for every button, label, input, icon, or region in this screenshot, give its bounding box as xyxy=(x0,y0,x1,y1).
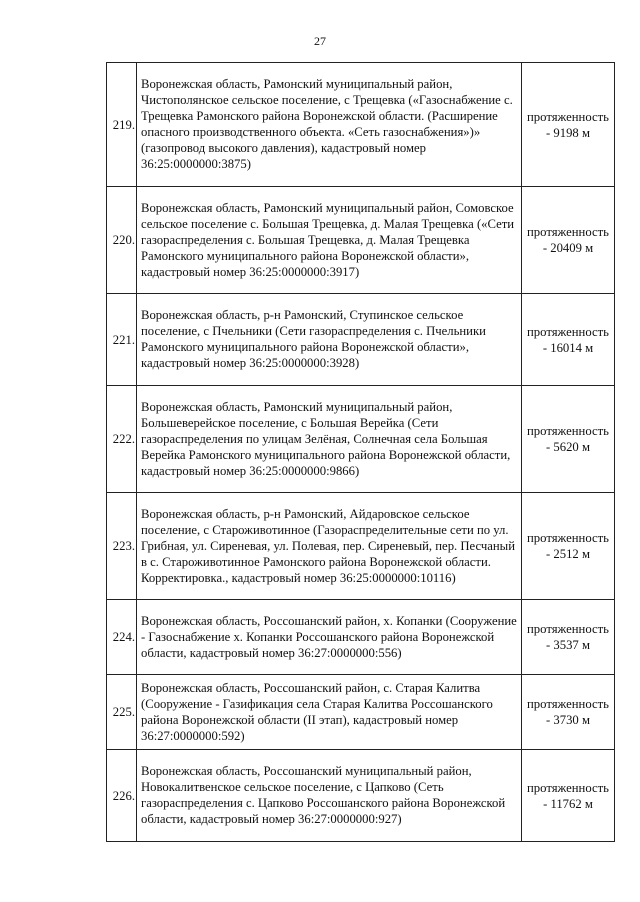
length-cell xyxy=(522,675,615,750)
table-row xyxy=(107,63,615,187)
page-number: 27 xyxy=(314,34,326,48)
length-cell xyxy=(522,750,615,842)
length-value: - 3730 м xyxy=(546,713,590,727)
table-row xyxy=(107,294,615,386)
length-value: - 5620 м xyxy=(546,440,590,454)
object-description: Воронежская область, Рамонский муниципальный район, Чистополянское сельское поселение, с Трещевка («Газоснабжение с. Трещевка Рамонского района Воронежской области. (Расширение опасного производственного объекта. «Сеть газоснабжения»)» (газопровод высокого давления), кадастровый номер 36:25:0000000:3875) xyxy=(137,63,522,187)
length-value: - 3537 м xyxy=(546,638,590,652)
registry-table xyxy=(106,62,615,842)
length-value: - 2512 м xyxy=(546,547,590,561)
row-number: 221. xyxy=(107,294,137,386)
length-label: протяженность xyxy=(527,622,609,636)
object-description: Воронежская область, Россошанский район, с. Старая Калитва (Сооружение - Газификация села Старая Калитва Россошанского района Воронежской области (II этап), кадастровый номер 36:27:0000000:592) xyxy=(137,675,522,750)
length-cell xyxy=(522,63,615,187)
object-description: Воронежская область, Россошанский район, х. Копанки (Сооружение - Газоснабжение х. Копанки Россошанского района Воронежской области, кадастровый номер 36:27:0000000:556) xyxy=(137,600,522,675)
length-cell xyxy=(522,493,615,600)
length-value: - 20409 м xyxy=(542,241,594,255)
table-row xyxy=(107,187,615,294)
row-number: 225. xyxy=(107,675,137,750)
table-row xyxy=(107,600,615,675)
row-number: 219. xyxy=(107,63,137,187)
row-number: 223. xyxy=(107,493,137,600)
object-description: Воронежская область, Рамонский муниципальный район, Сомовское сельское поселение с. Большая Трещевка, д. Малая Трещевка («Сети газораспределения с. Большая Трещевка, д. Малая Трещевка Рамонского муниципального района Воронежской области», кадастровый номер 36:25:0000000:3917) xyxy=(137,187,522,294)
table-row xyxy=(107,750,615,842)
length-value: - 11762 м xyxy=(543,796,593,811)
row-number: 226. xyxy=(107,750,137,842)
length-cell xyxy=(522,386,615,493)
row-number: 222. xyxy=(107,386,137,493)
row-number: 220. xyxy=(107,187,137,294)
length-cell xyxy=(522,600,615,675)
row-number: 224. xyxy=(107,600,137,675)
length-label: протяженность xyxy=(527,109,609,124)
registry-table-body xyxy=(107,63,615,842)
length-cell xyxy=(522,187,615,294)
length-cell xyxy=(522,294,615,386)
length-label: протяженность xyxy=(527,225,609,239)
length-label: протяженность xyxy=(527,531,609,545)
object-description: Воронежская область, Рамонский муниципальный район, Большеверейское поселение, с Большая Верейка (Сети газораспределения по улицам Зелёная, Солнечная села Большая Верейка Рамонского муниципального района Воронежской области, кадастровый номер 36:25:0000000:9866) xyxy=(137,386,522,493)
object-description: Воронежская область, р-н Рамонский, Айдаровское сельское поселение, с Староживотинное (Газораспределительные сети по ул. Грибная, ул. Сиреневая, ул. Полевая, пер. Сиреневый, пер. Песчаный в с. Староживотинное Рамонского района Воронежской области. Корректировка., кадастровый номер 36:25:0000000:10116) xyxy=(137,493,522,600)
length-label: протяженность xyxy=(527,324,609,339)
object-description: Воронежская область, р-н Рамонский, Ступинское сельское поселение, с Пчельники (Сети газораспределения с. Пчельники Рамонского муниципального района Воронежской области», кадастровый номер 36:25:0000000:3928) xyxy=(137,294,522,386)
length-value: - 9198 м xyxy=(546,125,590,140)
table-row xyxy=(107,493,615,600)
object-description: Воронежская область, Россошанский муниципальный район, Новокалитвенское сельское поселение, с Цапково (Сеть газораспределения с. Цапково Россошанского района Воронежской области, кадастровый номер 36:27:0000000:927) xyxy=(137,750,522,842)
table-row xyxy=(107,386,615,493)
table-row xyxy=(107,675,615,750)
length-label: протяженность xyxy=(527,780,609,795)
length-value: - 16014 м xyxy=(542,340,594,355)
length-label: протяженность xyxy=(527,697,609,711)
length-label: протяженность xyxy=(527,424,609,438)
